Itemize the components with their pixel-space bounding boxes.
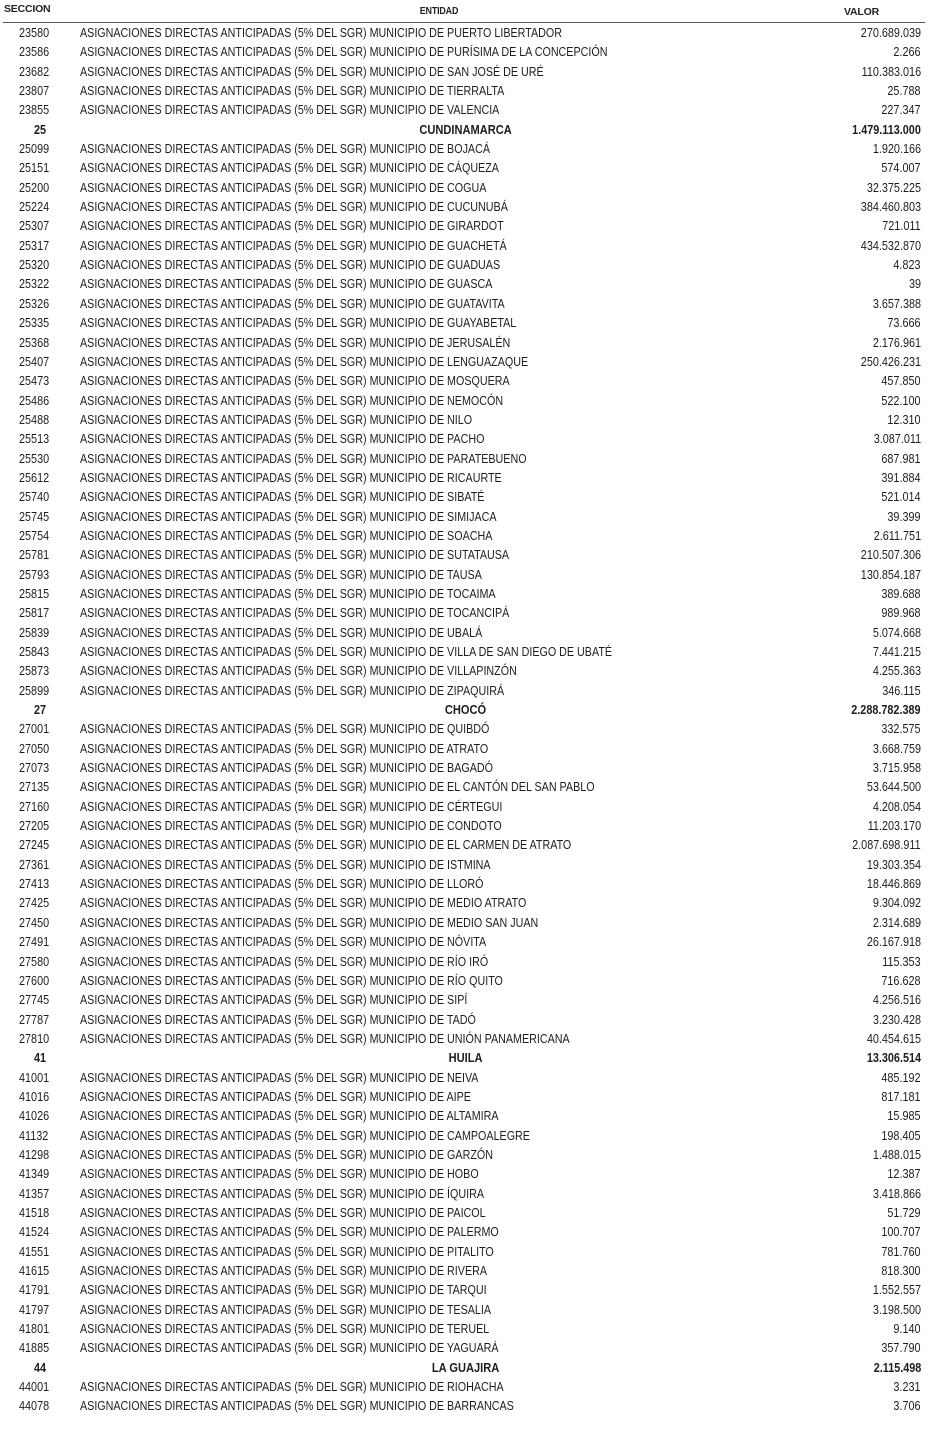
department-row	[0, 1359, 931, 1378]
section-code: 41001	[19, 1070, 50, 1085]
table-row	[0, 817, 931, 836]
table-row	[0, 875, 931, 894]
entity-value: 2.087.698.911	[852, 838, 921, 853]
entity-value: 39	[908, 277, 921, 292]
entity-value: 3.198.500	[872, 1302, 921, 1317]
entity-value: 115.353	[882, 954, 921, 969]
section-code: 27073	[19, 761, 50, 776]
entity-name: ASIGNACIONES DIRECTAS ANTICIPADAS (5% DEL SGR) MUNICIPIO DE EL CARMEN DE ATRATO	[80, 838, 572, 853]
table-row	[0, 778, 931, 797]
section-code: 27425	[19, 896, 50, 911]
table-row	[0, 604, 931, 623]
entity-value: 40.454.615	[866, 1031, 921, 1046]
table-row	[0, 450, 931, 469]
table-row	[0, 682, 931, 701]
section-code: 25473	[19, 374, 50, 389]
section-code: 41298	[19, 1147, 50, 1162]
section-code: 44001	[19, 1380, 50, 1395]
entity-value: 19.303.354	[866, 857, 921, 872]
section-code: 27810	[19, 1031, 50, 1046]
table-row	[0, 469, 931, 488]
entity-name: ASIGNACIONES DIRECTAS ANTICIPADAS (5% DEL SGR) MUNICIPIO DE MEDIO ATRATO	[80, 896, 527, 911]
table-row	[0, 256, 931, 275]
department-row	[0, 701, 931, 720]
budget-table	[0, 24, 931, 1417]
entity-value: 2.611.751	[873, 528, 921, 543]
column-header-valor: VALOR	[844, 6, 879, 18]
entity-value: 198.405	[881, 1128, 921, 1143]
entity-name: ASIGNACIONES DIRECTAS ANTICIPADAS (5% DEL SGR) MUNICIPIO DE LENGUAZAQUE	[80, 354, 529, 369]
table-row	[0, 914, 931, 933]
section-code: 23855	[19, 103, 50, 118]
entity-value: 716.628	[881, 973, 921, 988]
table-row	[0, 759, 931, 778]
entity-value: 51.729	[887, 1205, 921, 1220]
table-row	[0, 856, 931, 875]
table-row	[0, 1262, 931, 1281]
table-row	[0, 411, 931, 430]
table-row	[0, 720, 931, 739]
table-row	[0, 63, 931, 82]
table-row	[0, 488, 931, 507]
section-code: 25530	[19, 451, 50, 466]
entity-name: ASIGNACIONES DIRECTAS ANTICIPADAS (5% DEL SGR) MUNICIPIO DE TERUEL	[80, 1322, 490, 1337]
table-row	[0, 1107, 931, 1126]
section-code: 41551	[19, 1244, 50, 1259]
entity-value: 3.715.958	[872, 761, 921, 776]
entity-name: ASIGNACIONES DIRECTAS ANTICIPADAS (5% DEL SGR) MUNICIPIO DE PUERTO LIBERTADOR	[80, 26, 562, 40]
table-row	[0, 953, 931, 972]
section-code: 27600	[19, 973, 50, 988]
entity-name: ASIGNACIONES DIRECTAS ANTICIPADAS (5% DEL SGR) MUNICIPIO DE CÉRTEGUI	[80, 799, 503, 814]
entity-value: 4.823	[893, 258, 921, 273]
section-code: 41801	[19, 1322, 50, 1337]
section-code: 25843	[19, 645, 50, 659]
table-row	[0, 1127, 931, 1146]
entity-value: 4.208.054	[872, 799, 921, 814]
entity-name: ASIGNACIONES DIRECTAS ANTICIPADAS (5% DEL SGR) MUNICIPIO DE PACHO	[80, 432, 485, 447]
entity-name: ASIGNACIONES DIRECTAS ANTICIPADAS (5% DEL SGR) MUNICIPIO DE RÍO IRÓ	[80, 954, 489, 969]
entity-name: ASIGNACIONES DIRECTAS ANTICIPADAS (5% DEL SGR) MUNICIPIO DE HOBO	[80, 1167, 479, 1182]
entity-name: ASIGNACIONES DIRECTAS ANTICIPADAS (5% DEL SGR) MUNICIPIO DE SAN JOSÉ DE URÉ	[80, 64, 544, 79]
section-code: 44078	[19, 1399, 50, 1414]
table-row	[0, 1069, 931, 1088]
entity-value: 391.884	[881, 470, 921, 485]
section-code: 25839	[19, 625, 50, 640]
section-code: 25200	[19, 180, 50, 195]
entity-name: ASIGNACIONES DIRECTAS ANTICIPADAS (5% DEL SGR) MUNICIPIO DE TESALIA	[80, 1302, 492, 1317]
entity-name: ASIGNACIONES DIRECTAS ANTICIPADAS (5% DEL SGR) MUNICIPIO DE ATRATO	[80, 741, 489, 756]
entity-name: ASIGNACIONES DIRECTAS ANTICIPADAS (5% DEL SGR) MUNICIPIO DE GUAYABETAL	[80, 316, 517, 331]
table-row	[0, 933, 931, 952]
entity-value: 817.181	[881, 1089, 921, 1104]
entity-name: ASIGNACIONES DIRECTAS ANTICIPADAS (5% DEL SGR) MUNICIPIO DE ÍQUIRA	[80, 1186, 485, 1201]
entity-value: 989.968	[881, 606, 921, 621]
section-code: 25322	[19, 277, 50, 292]
section-code: 25513	[19, 432, 50, 447]
table-row	[0, 991, 931, 1010]
section-code: 27361	[19, 857, 50, 872]
table-row	[0, 295, 931, 314]
section-code: 25407	[19, 354, 50, 369]
department-row	[0, 121, 931, 140]
entity-name: ASIGNACIONES DIRECTAS ANTICIPADAS (5% DEL SGR) MUNICIPIO DE BARRANCAS	[80, 1399, 514, 1414]
entity-name: ASIGNACIONES DIRECTAS ANTICIPADAS (5% DEL SGR) MUNICIPIO DE GIRARDOT	[80, 219, 504, 234]
entity-name: ASIGNACIONES DIRECTAS ANTICIPADAS (5% DEL SGR) MUNICIPIO DE TARQUI	[80, 1283, 487, 1298]
table-row	[0, 372, 931, 391]
entity-name: ASIGNACIONES DIRECTAS ANTICIPADAS (5% DEL SGR) MUNICIPIO DE LLORÓ	[80, 877, 484, 892]
section-code: 25335	[19, 316, 50, 331]
entity-name: ASIGNACIONES DIRECTAS ANTICIPADAS (5% DEL SGR) MUNICIPIO DE ISTMINA	[80, 857, 491, 872]
entity-name: ASIGNACIONES DIRECTAS ANTICIPADAS (5% DEL SGR) MUNICIPIO DE CUCUNUBÁ	[80, 200, 508, 215]
entity-name: ASIGNACIONES DIRECTAS ANTICIPADAS (5% DEL SGR) MUNICIPIO DE QUIBDÓ	[80, 722, 490, 737]
section-code: 41026	[19, 1109, 50, 1124]
table-row	[0, 1146, 931, 1165]
section-code: 25754	[19, 528, 50, 543]
section-code: 27160	[19, 799, 50, 814]
table-row	[0, 179, 931, 198]
table-row	[0, 894, 931, 913]
entity-value: 4.255.363	[872, 664, 921, 679]
entity-value: 7.441.215	[872, 645, 921, 659]
entity-name: ASIGNACIONES DIRECTAS ANTICIPADAS (5% DEL SGR) MUNICIPIO DE VALENCIA	[80, 103, 500, 118]
section-code: 41524	[19, 1225, 50, 1240]
section-code: 25486	[19, 393, 50, 408]
section-code: 41132	[19, 1128, 49, 1143]
section-code: 25873	[19, 664, 50, 679]
entity-value: 12.310	[887, 412, 921, 427]
entity-value: 26.167.918	[866, 935, 921, 950]
entity-value: 781.760	[881, 1244, 921, 1259]
entity-name: ASIGNACIONES DIRECTAS ANTICIPADAS (5% DEL SGR) MUNICIPIO DE GARZÓN	[80, 1147, 493, 1162]
table-row	[0, 198, 931, 217]
department-total: 1.479.113.000	[852, 122, 921, 137]
entity-value: 3.087.011	[873, 432, 921, 447]
section-code: 41349	[19, 1167, 50, 1182]
table-row	[0, 1281, 931, 1300]
table-row	[0, 1030, 931, 1049]
entity-value: 25.788	[887, 84, 921, 99]
entity-value: 1.488.015	[872, 1147, 921, 1162]
table-row	[0, 1320, 931, 1339]
entity-name: ASIGNACIONES DIRECTAS ANTICIPADAS (5% DEL SGR) MUNICIPIO DE SIBATÉ	[80, 490, 485, 505]
entity-name: ASIGNACIONES DIRECTAS ANTICIPADAS (5% DEL SGR) MUNICIPIO DE UNIÓN PANAMERICANA	[80, 1031, 570, 1046]
entity-value: 53.644.500	[866, 780, 921, 795]
table-row	[0, 1204, 931, 1223]
entity-name: ASIGNACIONES DIRECTAS ANTICIPADAS (5% DEL SGR) MUNICIPIO DE NEIVA	[80, 1070, 479, 1085]
department-name: CHOCÓ	[444, 703, 487, 718]
table-row	[0, 1397, 931, 1416]
section-code: 23580	[19, 26, 50, 40]
entity-value: 227.347	[881, 103, 921, 118]
entity-value: 457.850	[881, 374, 921, 389]
entity-name: ASIGNACIONES DIRECTAS ANTICIPADAS (5% DEL SGR) MUNICIPIO DE TADÓ	[80, 1012, 476, 1027]
entity-value: 1.552.557	[872, 1283, 921, 1298]
department-row	[0, 1049, 931, 1068]
table-row	[0, 101, 931, 120]
table-row	[0, 1339, 931, 1358]
entity-value: 73.666	[887, 316, 921, 331]
table-row	[0, 392, 931, 411]
table-row	[0, 624, 931, 643]
section-code: 25368	[19, 335, 50, 350]
section-code: 23682	[19, 64, 50, 79]
section-code: 27745	[19, 993, 50, 1008]
section-code: 27135	[19, 780, 50, 795]
entity-value: 210.507.306	[860, 548, 921, 563]
department-name: CUNDINAMARCA	[419, 122, 512, 137]
entity-value: 346.115	[882, 683, 921, 698]
entity-name: ASIGNACIONES DIRECTAS ANTICIPADAS (5% DEL SGR) MUNICIPIO DE CONDOTO	[80, 819, 502, 834]
entity-name: ASIGNACIONES DIRECTAS ANTICIPADAS (5% DEL SGR) MUNICIPIO DE CÁQUEZA	[80, 161, 499, 176]
department-code: 25	[34, 122, 47, 137]
entity-name: ASIGNACIONES DIRECTAS ANTICIPADAS (5% DEL SGR) MUNICIPIO DE PALERMO	[80, 1225, 499, 1240]
entity-value: 100.707	[881, 1225, 921, 1240]
table-row	[0, 1165, 931, 1184]
section-code: 25781	[19, 548, 50, 563]
entity-name: ASIGNACIONES DIRECTAS ANTICIPADAS (5% DEL SGR) MUNICIPIO DE TIERRALTA	[80, 84, 505, 99]
entity-name: ASIGNACIONES DIRECTAS ANTICIPADAS (5% DEL SGR) MUNICIPIO DE EL CANTÓN DEL SAN PABLO	[80, 780, 595, 795]
entity-name: ASIGNACIONES DIRECTAS ANTICIPADAS (5% DEL SGR) MUNICIPIO DE SIPÍ	[80, 993, 468, 1008]
header-divider	[3, 22, 925, 23]
entity-name: ASIGNACIONES DIRECTAS ANTICIPADAS (5% DEL SGR) MUNICIPIO DE GUATAVITA	[80, 296, 505, 311]
entity-name: ASIGNACIONES DIRECTAS ANTICIPADAS (5% DEL SGR) MUNICIPIO DE JERUSALÉN	[80, 335, 511, 350]
department-code: 44	[34, 1360, 47, 1375]
entity-value: 15.985	[887, 1109, 921, 1124]
entity-value: 1.920.166	[872, 142, 921, 157]
entity-name: ASIGNACIONES DIRECTAS ANTICIPADAS (5% DEL SGR) MUNICIPIO DE PAICOL	[80, 1205, 486, 1220]
entity-value: 389.688	[881, 586, 921, 601]
section-code: 25793	[19, 567, 50, 582]
entity-value: 687.981	[881, 451, 921, 466]
entity-value: 39.399	[887, 509, 921, 524]
table-header	[0, 0, 931, 20]
section-code: 25224	[19, 200, 50, 215]
entity-value: 5.074.668	[872, 625, 921, 640]
entity-name: ASIGNACIONES DIRECTAS ANTICIPADAS (5% DEL SGR) MUNICIPIO DE VILLA DE SAN DIEGO DE UBATÉ	[80, 645, 613, 659]
department-code: 41	[34, 1051, 47, 1066]
department-name: HUILA	[448, 1051, 483, 1066]
entity-name: ASIGNACIONES DIRECTAS ANTICIPADAS (5% DEL SGR) MUNICIPIO DE UBALÁ	[80, 625, 483, 640]
entity-name: ASIGNACIONES DIRECTAS ANTICIPADAS (5% DEL SGR) MUNICIPIO DE NILO	[80, 412, 473, 427]
table-row	[0, 43, 931, 62]
department-code: 27	[34, 703, 47, 718]
entity-name: ASIGNACIONES DIRECTAS ANTICIPADAS (5% DEL SGR) MUNICIPIO DE SIMIJACA	[80, 509, 497, 524]
section-code: 27787	[19, 1012, 50, 1027]
department-name: LA GUAJIRA	[431, 1360, 500, 1375]
section-code: 27050	[19, 741, 50, 756]
entity-name: ASIGNACIONES DIRECTAS ANTICIPADAS (5% DEL SGR) MUNICIPIO DE TOCAIMA	[80, 586, 496, 601]
department-total: 2.115.498	[873, 1360, 921, 1375]
entity-name: ASIGNACIONES DIRECTAS ANTICIPADAS (5% DEL SGR) MUNICIPIO DE ALTAMIRA	[80, 1109, 499, 1124]
entity-value: 32.375.225	[866, 180, 921, 195]
entity-name: ASIGNACIONES DIRECTAS ANTICIPADAS (5% DEL SGR) MUNICIPIO DE TAUSA	[80, 567, 482, 582]
entity-name: ASIGNACIONES DIRECTAS ANTICIPADAS (5% DEL SGR) MUNICIPIO DE CAMPOALEGRE	[80, 1128, 530, 1143]
section-code: 25326	[19, 296, 50, 311]
entity-value: 721.011	[882, 219, 921, 234]
section-code: 41885	[19, 1341, 50, 1356]
table-row	[0, 546, 931, 565]
section-code: 25488	[19, 412, 50, 427]
entity-value: 11.203.170	[867, 819, 921, 834]
department-total: 2.288.782.389	[851, 703, 921, 718]
entity-value: 357.790	[881, 1341, 921, 1356]
table-row	[0, 1301, 931, 1320]
entity-value: 3.706	[893, 1399, 921, 1414]
section-code: 25099	[19, 142, 50, 157]
section-code: 41016	[19, 1089, 50, 1104]
table-row	[0, 159, 931, 178]
table-row	[0, 566, 931, 585]
table-row	[0, 82, 931, 101]
entity-name: ASIGNACIONES DIRECTAS ANTICIPADAS (5% DEL SGR) MUNICIPIO DE YAGUARÁ	[80, 1341, 499, 1356]
section-code: 25307	[19, 219, 50, 234]
section-code: 25740	[19, 490, 50, 505]
section-code: 27413	[19, 877, 50, 892]
table-row	[0, 217, 931, 236]
entity-name: ASIGNACIONES DIRECTAS ANTICIPADAS (5% DEL SGR) MUNICIPIO DE NÓVITA	[80, 935, 487, 950]
table-row	[0, 275, 931, 294]
section-code: 27245	[19, 838, 50, 853]
table-row	[0, 662, 931, 681]
table-row	[0, 1223, 931, 1242]
table-row	[0, 353, 931, 372]
entity-value: 332.575	[881, 722, 921, 737]
table-row	[0, 585, 931, 604]
entity-value: 2.266	[893, 45, 921, 60]
entity-value: 110.383.016	[861, 64, 921, 79]
section-code: 25612	[19, 470, 50, 485]
entity-name: ASIGNACIONES DIRECTAS ANTICIPADAS (5% DEL SGR) MUNICIPIO DE GUASCA	[80, 277, 493, 292]
entity-name: ASIGNACIONES DIRECTAS ANTICIPADAS (5% DEL SGR) MUNICIPIO DE BOJACÁ	[80, 142, 490, 157]
entity-name: ASIGNACIONES DIRECTAS ANTICIPADAS (5% DEL SGR) MUNICIPIO DE COGUA	[80, 180, 487, 195]
entity-value: 2.314.689	[872, 915, 921, 930]
entity-name: ASIGNACIONES DIRECTAS ANTICIPADAS (5% DEL SGR) MUNICIPIO DE NEMOCÓN	[80, 393, 504, 408]
table-row	[0, 740, 931, 759]
entity-name: ASIGNACIONES DIRECTAS ANTICIPADAS (5% DEL SGR) MUNICIPIO DE RICAURTE	[80, 470, 502, 485]
table-row	[0, 1088, 931, 1107]
table-row	[0, 527, 931, 546]
entity-name: ASIGNACIONES DIRECTAS ANTICIPADAS (5% DEL SGR) MUNICIPIO DE AIPE	[80, 1089, 471, 1104]
entity-name: ASIGNACIONES DIRECTAS ANTICIPADAS (5% DEL SGR) MUNICIPIO DE RIOHACHA	[80, 1380, 504, 1395]
table-row	[0, 798, 931, 817]
column-header-seccion: SECCION	[4, 3, 51, 15]
entity-value: 4.256.516	[872, 993, 921, 1008]
entity-value: 250.426.231	[860, 354, 921, 369]
entity-value: 384.460.803	[860, 200, 921, 215]
section-code: 27450	[19, 915, 50, 930]
table-row	[0, 643, 931, 662]
section-code: 25745	[19, 509, 50, 524]
table-row	[0, 237, 931, 256]
section-code: 27001	[19, 722, 50, 737]
section-code: 25899	[19, 683, 50, 698]
entity-name: ASIGNACIONES DIRECTAS ANTICIPADAS (5% DEL SGR) MUNICIPIO DE ZIPAQUIRÁ	[80, 683, 505, 698]
entity-name: ASIGNACIONES DIRECTAS ANTICIPADAS (5% DEL SGR) MUNICIPIO DE BAGADÓ	[80, 761, 493, 776]
entity-value: 574.007	[881, 161, 921, 176]
entity-name: ASIGNACIONES DIRECTAS ANTICIPADAS (5% DEL SGR) MUNICIPIO DE TOCANCIPÁ	[80, 606, 510, 621]
table-row	[0, 972, 931, 991]
entity-value: 130.854.187	[860, 567, 921, 582]
entity-value: 818.300	[881, 1264, 921, 1278]
entity-value: 9.140	[893, 1322, 921, 1337]
section-code: 25817	[19, 606, 50, 621]
entity-value: 270.689.039	[860, 26, 921, 40]
entity-name: ASIGNACIONES DIRECTAS ANTICIPADAS (5% DEL SGR) MUNICIPIO DE PITALITO	[80, 1244, 494, 1259]
entity-value: 3.418.866	[872, 1186, 921, 1201]
entity-name: ASIGNACIONES DIRECTAS ANTICIPADAS (5% DEL SGR) MUNICIPIO DE GUADUAS	[80, 258, 501, 273]
table-row	[0, 508, 931, 527]
entity-name: ASIGNACIONES DIRECTAS ANTICIPADAS (5% DEL SGR) MUNICIPIO DE RIVERA	[80, 1264, 488, 1278]
entity-value: 2.176.961	[872, 335, 921, 350]
table-row	[0, 836, 931, 855]
entity-value: 521.014	[881, 490, 921, 505]
entity-name: ASIGNACIONES DIRECTAS ANTICIPADAS (5% DEL SGR) MUNICIPIO DE MOSQUERA	[80, 374, 510, 389]
entity-value: 3.230.428	[872, 1012, 921, 1027]
table-row	[0, 314, 931, 333]
section-code: 25317	[19, 238, 50, 253]
section-code: 27580	[19, 954, 50, 969]
entity-name: ASIGNACIONES DIRECTAS ANTICIPADAS (5% DEL SGR) MUNICIPIO DE RÍO QUITO	[80, 973, 503, 988]
section-code: 27205	[19, 819, 50, 834]
entity-value: 3.231	[893, 1380, 921, 1395]
entity-value: 3.657.388	[872, 296, 921, 311]
section-code: 41797	[19, 1302, 50, 1317]
entity-name: ASIGNACIONES DIRECTAS ANTICIPADAS (5% DEL SGR) MUNICIPIO DE PARATEBUENO	[80, 451, 527, 466]
entity-value: 12.387	[887, 1167, 921, 1182]
section-code: 23807	[19, 84, 50, 99]
section-code: 27491	[19, 935, 50, 950]
entity-value: 522.100	[881, 393, 921, 408]
entity-name: ASIGNACIONES DIRECTAS ANTICIPADAS (5% DEL SGR) MUNICIPIO DE VILLAPINZÓN	[80, 664, 517, 679]
section-code: 41615	[19, 1264, 50, 1278]
table-row	[0, 430, 931, 449]
entity-name: ASIGNACIONES DIRECTAS ANTICIPADAS (5% DEL SGR) MUNICIPIO DE GUACHETÁ	[80, 238, 507, 253]
entity-value: 18.446.869	[866, 877, 921, 892]
section-code: 41357	[19, 1186, 50, 1201]
section-code: 41791	[19, 1283, 50, 1298]
entity-name: ASIGNACIONES DIRECTAS ANTICIPADAS (5% DEL SGR) MUNICIPIO DE MEDIO SAN JUAN	[80, 915, 539, 930]
entity-name: ASIGNACIONES DIRECTAS ANTICIPADAS (5% DEL SGR) MUNICIPIO DE PURÍSIMA DE LA CONCEPCIÓN	[80, 45, 608, 60]
table-row	[0, 1185, 931, 1204]
section-code: 25815	[19, 586, 50, 601]
department-total: 13.306.514	[866, 1051, 921, 1066]
table-row	[0, 334, 931, 353]
entity-name: ASIGNACIONES DIRECTAS ANTICIPADAS (5% DEL SGR) MUNICIPIO DE SOACHA	[80, 528, 493, 543]
section-code: 25151	[19, 161, 50, 176]
entity-name: ASIGNACIONES DIRECTAS ANTICIPADAS (5% DEL SGR) MUNICIPIO DE SUTATAUSA	[80, 548, 510, 563]
entity-value: 434.532.870	[860, 238, 921, 253]
table-row	[0, 140, 931, 159]
table-row	[0, 1378, 931, 1397]
table-row	[0, 1243, 931, 1262]
section-code: 23586	[19, 45, 50, 60]
column-header-entidad: ENTIDAD	[419, 5, 459, 17]
section-code: 25320	[19, 258, 50, 273]
section-code: 41518	[19, 1205, 50, 1220]
entity-value: 485.192	[881, 1070, 921, 1085]
entity-value: 3.668.759	[872, 741, 921, 756]
table-row	[0, 1011, 931, 1030]
entity-value: 9.304.092	[872, 896, 921, 911]
table-row	[0, 24, 931, 43]
